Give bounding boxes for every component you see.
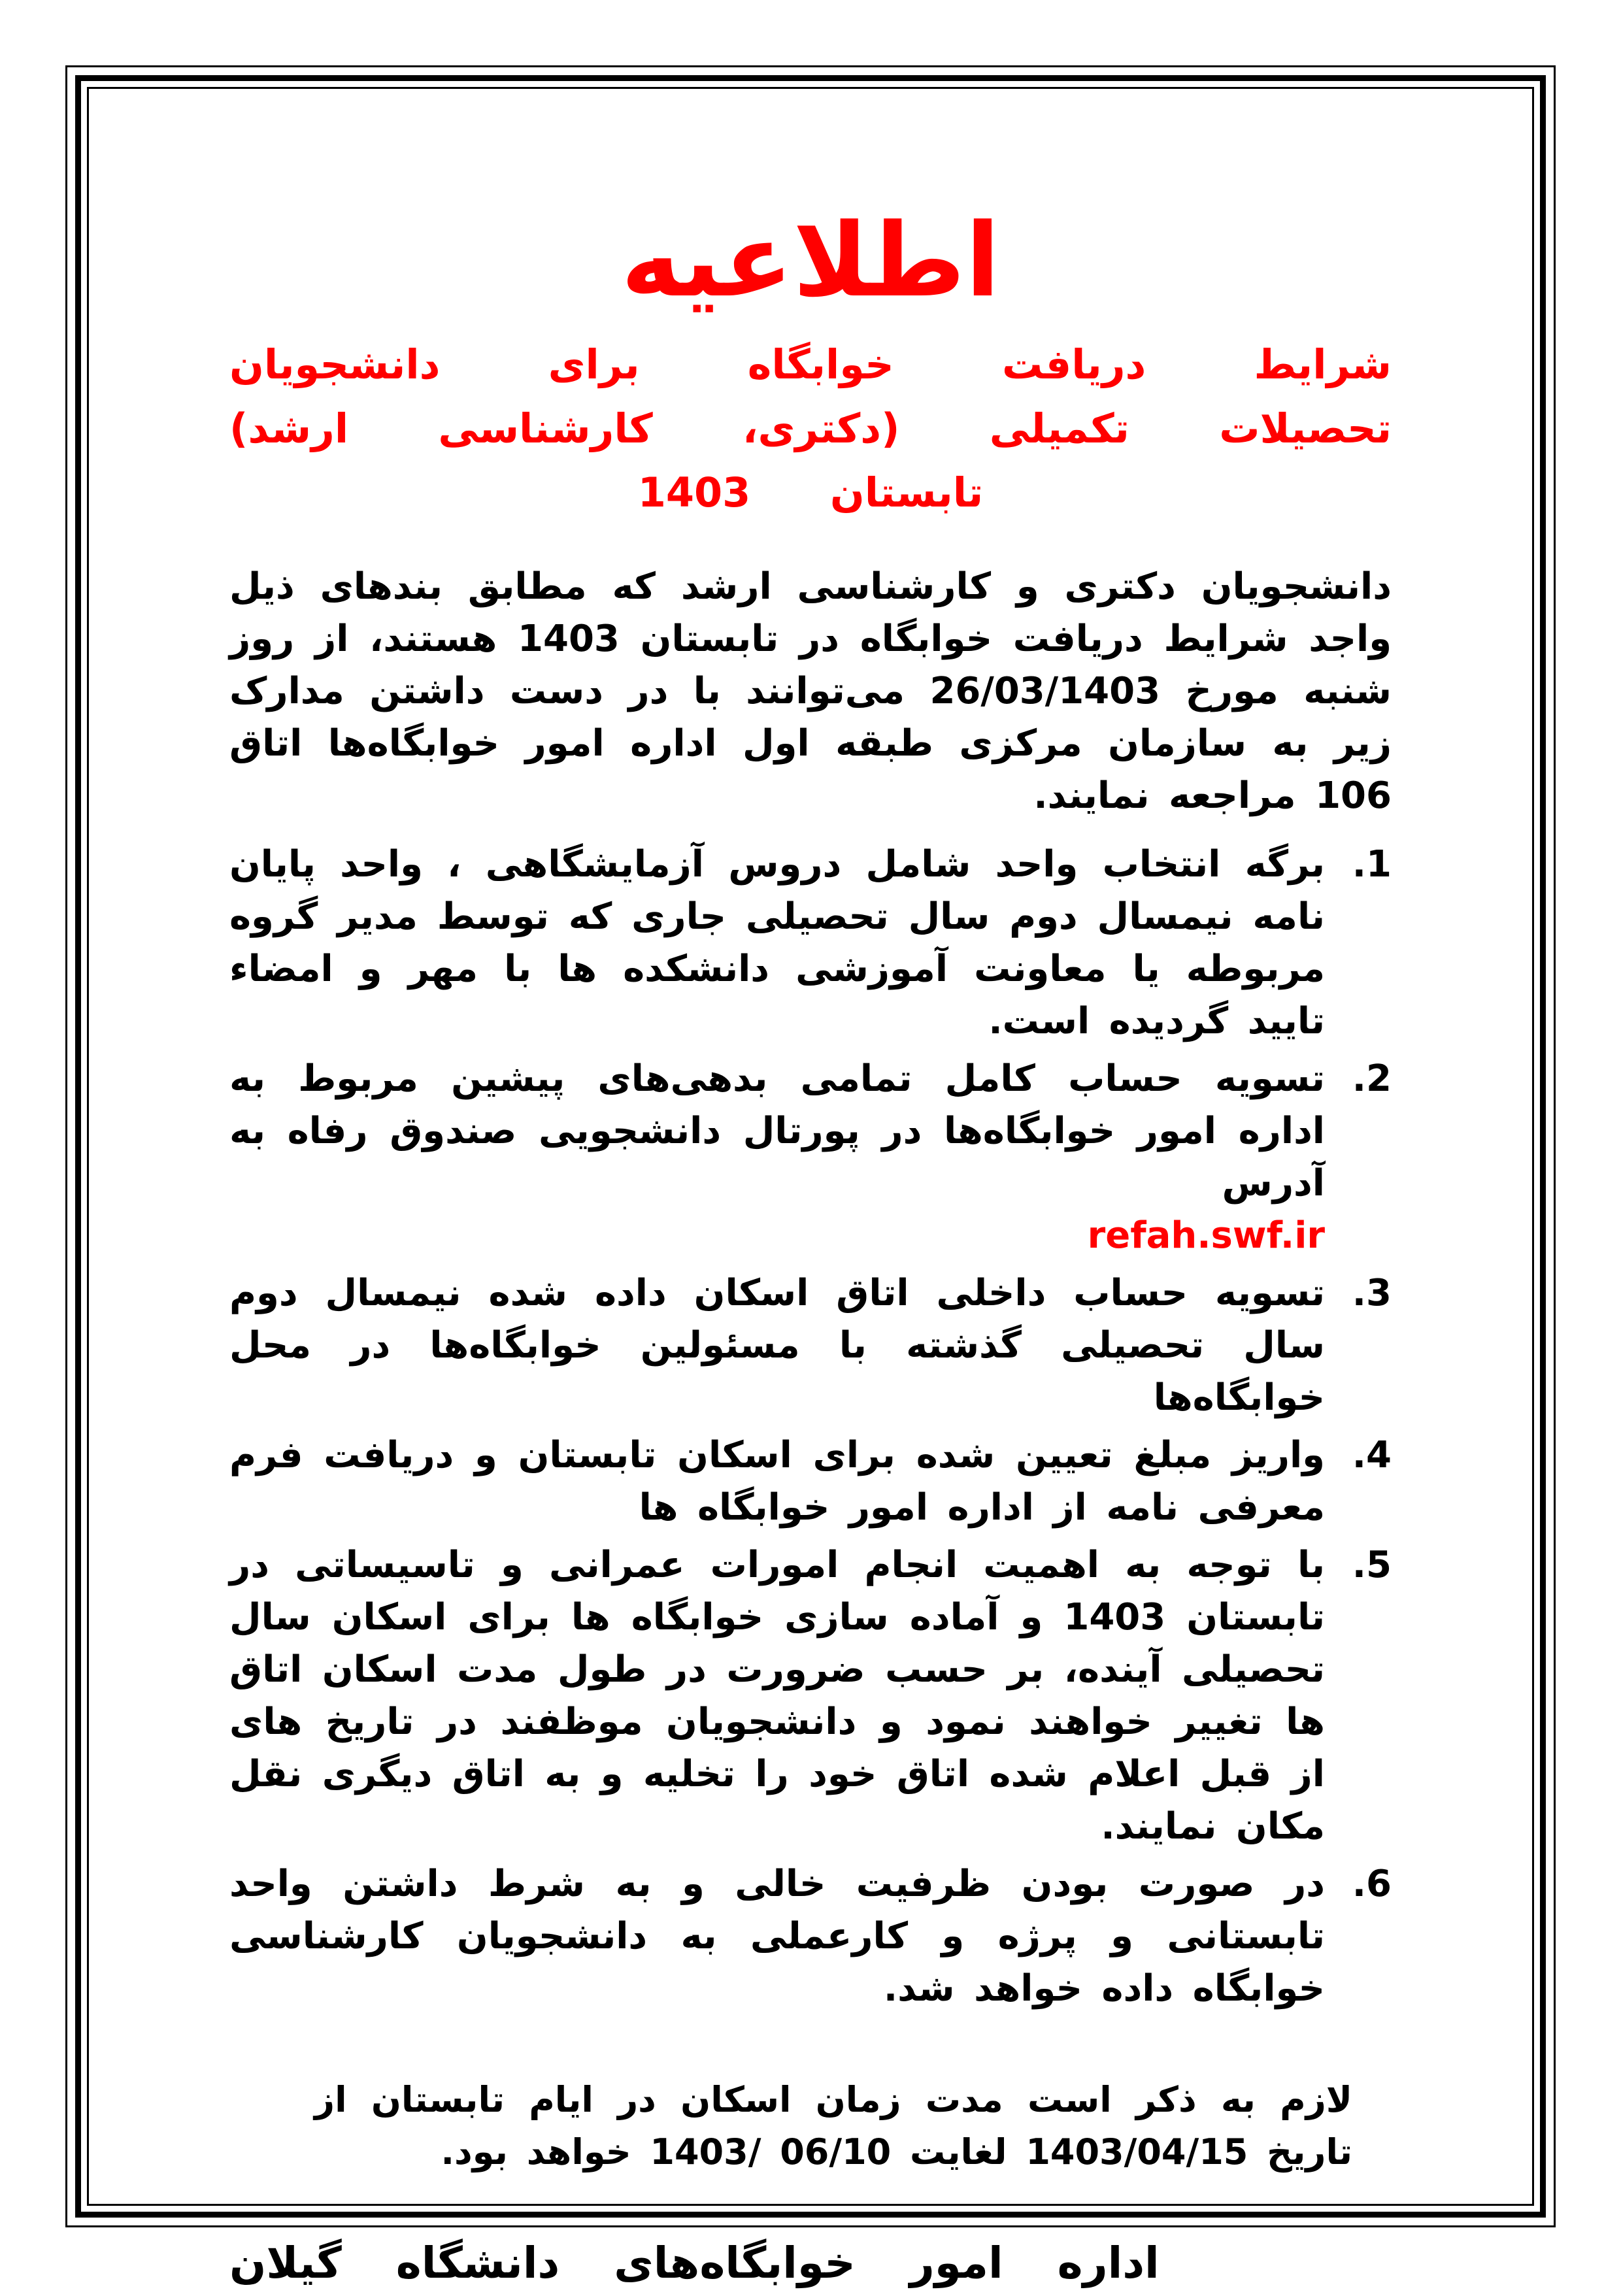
condition-text-6: در صورت بودن ظرفیت خالی و به شرط داشتن واحد تابستانی و پرژه و کارعملی به دانشجویان کارشناسی خوابگاه داده خواهد شد. — [229, 1863, 1325, 2010]
notice-content — [89, 89, 1532, 2296]
condition-number-1: 1. — [1352, 843, 1392, 886]
condition-text-5: با توجه به اهمیت انجام امورات عمرانی و تاسیساتی در تابستان 1403 و آماده سازی خوابگاه ها برای اسکان سال تحصیلی آینده، بر حسب ضرورت در طول مدت اسکان اتاق ها تغییر خواهند نمود و دانشجویان موظفند در تاریخ های از قبل اعلام شده اتاق خود را تخلیه و به اتاق دیگری نقل مکان نمایند. — [229, 1544, 1326, 1848]
intro-paragraph: دانشجویان دکتری و کارشناسی ارشد که مطابق بندهای ذیل واجد شرایط دریافت خوابگاه در تابستان 1403 هستند، از روز شنبه مورخ 26/03/1403 می‌توانند با در دست داشتن مدارک زیر به سازمان مرکزی طبقه اول اداره امور خوابگاه‌ها اتاق 106 مراجعه نمایند. — [229, 565, 1392, 817]
condition-item-2 — [229, 1053, 1392, 1262]
condition-text-2: تسویه حساب کامل تمامی بدهی‌های پیشین مربوط به اداره امور خوابگاه‌ها در پورتال دانشجویی صندوق رفاه به آدرس — [229, 1057, 1325, 1205]
condition-number-2: 2. — [1352, 1057, 1392, 1100]
condition-text-1: برگه انتخاب واحد شامل دروس آزمایشگاهی ، واحد پایان نامه نیمسال دوم سال تحصیلی جاری که توسط مدیر گروه مربوطه یا معاونت آموزشی دانشکده ها با مهر و امضاء تایید گردیده است. — [229, 843, 1325, 1042]
subtitle-line-3: تابستان 1403 — [637, 469, 984, 516]
subtitle-line-2: تحصیلات تکمیلی (دکتری، کارشناسی ارشد) — [229, 405, 1392, 452]
condition-item-1 — [229, 839, 1392, 1048]
subtitle-line-1: شرایط دریافت خوابگاه برای دانشجویان — [229, 341, 1392, 388]
condition-number-4: 4. — [1352, 1434, 1392, 1476]
condition-item-4 — [229, 1429, 1392, 1534]
condition-number-3: 3. — [1352, 1272, 1392, 1314]
conditions-list — [229, 839, 1392, 2015]
condition-text-3: تسویه حساب داخلی اتاق اسکان داده شده نیمسال دوم سال تحصیلی گذشته با مسئولین خوابگاه‌ها در محل خوابگاه‌ها — [229, 1272, 1325, 1419]
portal-link[interactable]: refah.swf.ir — [1087, 1214, 1325, 1257]
condition-number-6: 6. — [1352, 1863, 1392, 1905]
condition-item-3 — [229, 1267, 1392, 1424]
issuer-signature: اداره امور خوابگاه‌های دانشگاه گیلان — [229, 2238, 1160, 2288]
notice-subtitle — [229, 333, 1392, 525]
condition-number-5: 5. — [1352, 1544, 1392, 1586]
condition-text-4: واریز مبلغ تعیین شده برای اسکان تابستان و دریافت فرم معرفی نامه از اداره امور خوابگاه ها — [229, 1434, 1325, 1529]
decorative-border-middle — [75, 75, 1546, 2288]
condition-item-6 — [229, 1858, 1392, 2015]
condition-item-5 — [229, 1539, 1392, 1853]
decorative-border-inner — [87, 87, 1534, 2288]
decorative-border-outer — [65, 65, 1556, 2288]
closing-note: لازم به ذکر است مدت زمان اسکان در ایام تابستان از تاریخ 1403/04/15 لغایت 06/10 /1403 خواهد بود. — [314, 2079, 1352, 2172]
notice-title: اطلاعیه — [621, 201, 1000, 320]
